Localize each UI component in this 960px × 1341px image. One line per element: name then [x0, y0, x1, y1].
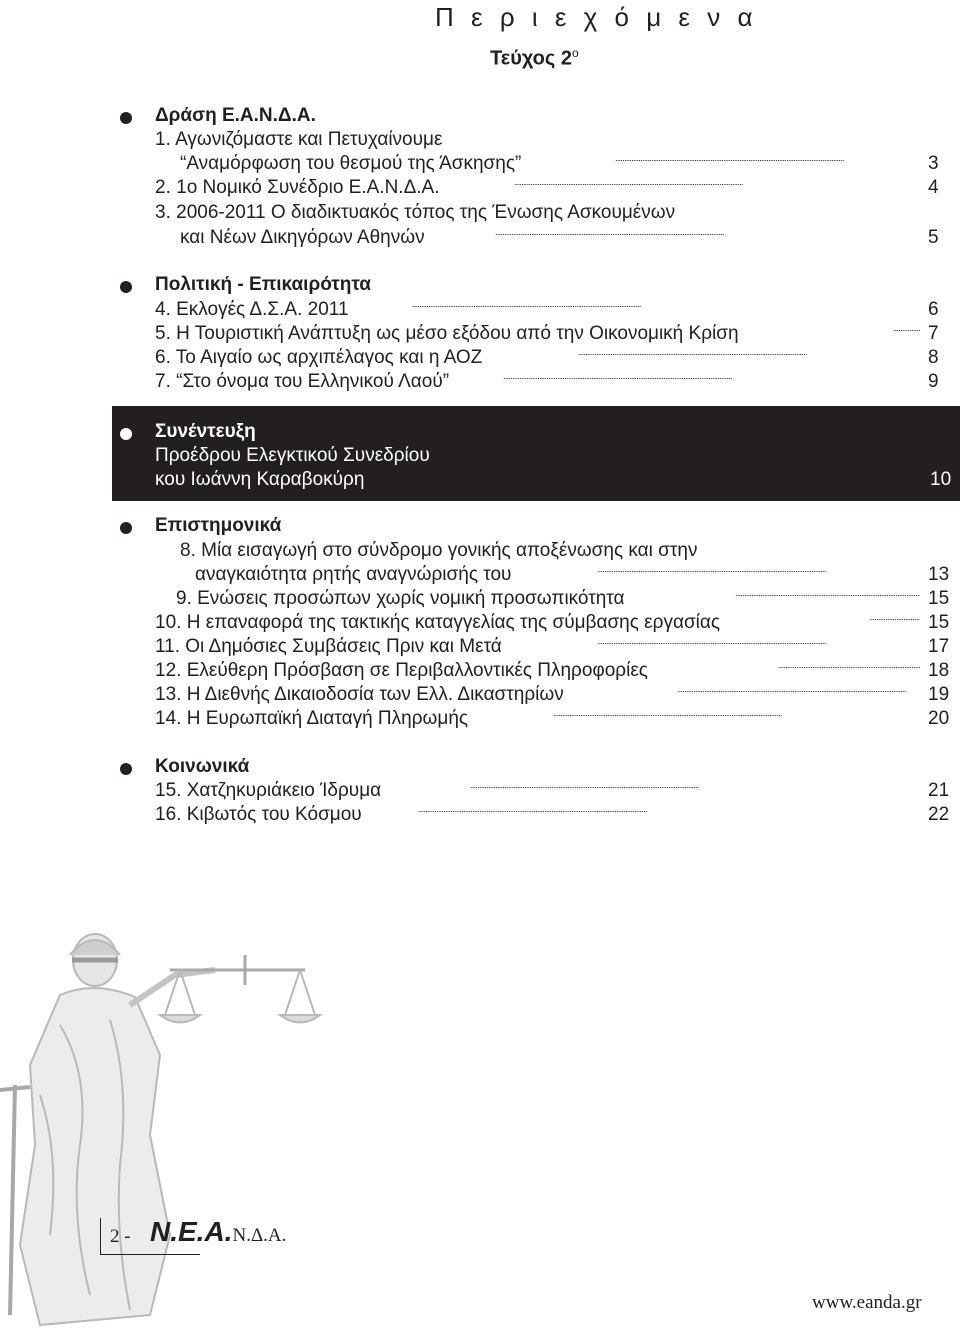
toc-page-number: 9: [928, 371, 939, 392]
section-title-epistimonika: Επιστημονικά: [155, 515, 282, 536]
toc-row-text: 8. Μία εισαγωγή στο σύνδρομο γονικής αποξένωσης και στην: [180, 540, 698, 561]
toc-page-number: 18: [928, 660, 950, 681]
toc-page-number: 15: [928, 612, 950, 633]
toc-leader: [615, 152, 920, 176]
toc-row-text: Προέδρου Ελεγκτικού Συνεδρίου: [155, 445, 430, 466]
toc-row-text: αναγκαιότητα ρητής αναγνώρισής του: [195, 564, 512, 585]
issue-label: Τεύχος $2^o$: [490, 46, 579, 70]
toc-row[interactable]: [0, 659, 960, 683]
section-bullet: [120, 522, 132, 534]
footer-brand: [150, 1216, 286, 1248]
footer-brand-small: Ν.Δ.Α.: [232, 1225, 287, 1246]
section-bullet: [120, 112, 132, 124]
toc-row-text: 6. Το Αιγαίο ως αρχιπέλαγος και η ΑΟΖ: [155, 347, 483, 368]
toc-leader: [778, 659, 920, 683]
toc-leader: [735, 587, 920, 611]
toc-leader: [869, 611, 920, 635]
toc-row[interactable]: [0, 563, 960, 587]
toc-leader: [514, 176, 920, 200]
section-bullet: [120, 428, 132, 440]
footer-horizontal-rule: [100, 1254, 200, 1255]
footer-brand-big: N.E.A.: [150, 1216, 233, 1247]
toc-page-number: 4: [928, 177, 939, 198]
section-title-koinonika: Κοινωνικά: [155, 756, 250, 777]
toc-row-text: και Νέων Δικηγόρων Αθηνών: [180, 227, 425, 248]
section-title-synenteyxi: Συνέντευξη: [155, 421, 256, 442]
toc-leader: [597, 563, 920, 587]
section-bullet: [120, 763, 132, 775]
toc-row[interactable]: [0, 587, 960, 611]
toc-page-number: 6: [928, 299, 939, 320]
toc-row-text: 11. Οι Δημόσιες Συμβάσεις Πριν και Μετά: [155, 636, 502, 657]
toc-row-text: κου Ιωάννη Καραβοκύρη: [155, 469, 365, 490]
toc-row[interactable]: [0, 635, 960, 659]
toc-row[interactable]: [0, 152, 960, 176]
toc-row-text: 4. Εκλογές Δ.Σ.Α. 2011: [155, 299, 349, 320]
toc-row-text: 15. Χατζηκυριάκειο Ίδρυμα: [155, 780, 382, 801]
section-bullet: [120, 281, 132, 293]
toc-leader: [418, 803, 920, 827]
toc-row[interactable]: [0, 370, 960, 394]
toc-page-number: 22: [928, 804, 950, 825]
footer-page-number: 2 -: [110, 1226, 131, 1247]
toc-row[interactable]: [0, 226, 960, 250]
toc-leader: [578, 346, 920, 370]
toc-page-number: 13: [928, 564, 950, 585]
toc-leader: [503, 370, 920, 394]
section-title-drasi: Δράση Ε.Α.Ν.Δ.Α.: [155, 105, 316, 126]
toc-row-text: 5. Η Τουριστική Ανάπτυξη ως μέσο εξόδου από την Οικονομική Κρίση: [155, 323, 739, 344]
toc-row-text: 14. Η Ευρωπαϊκή Διαταγή Πληρωμής: [155, 708, 469, 729]
toc-page-number: 10: [930, 469, 952, 490]
toc-page-number: 17: [928, 636, 950, 657]
toc-page-number: 5: [928, 227, 939, 248]
toc-row-text: 13. Η Διεθνής Δικαιοδοσία των Ελλ. Δικαστηρίων: [155, 684, 564, 705]
toc-page-number: 19: [928, 684, 950, 705]
toc-row-text: 16. Κιβωτός του Κόσμου: [155, 804, 362, 825]
lady-justice-illustration: [0, 915, 330, 1335]
toc-leader: [677, 683, 920, 707]
toc-row[interactable]: [0, 611, 960, 635]
toc-page-number: 21: [928, 780, 950, 801]
toc-leader: [893, 322, 920, 346]
section-title-politiki: Πολιτική - Επικαιρότητα: [155, 274, 371, 295]
toc-row[interactable]: [0, 176, 960, 200]
toc-row[interactable]: [0, 779, 960, 803]
toc-leader: [412, 298, 920, 322]
toc-page-number: 3: [928, 153, 939, 174]
toc-row[interactable]: [0, 707, 960, 731]
toc-row[interactable]: [0, 803, 960, 827]
toc-row-text: 10. Η επαναφορά της τακτικής καταγγελίας της σύμβασης εργασίας: [155, 612, 721, 633]
toc-leader: [553, 707, 920, 731]
page-title: Π ε ρ ι ε χ ό μ ε ν α: [435, 2, 758, 32]
toc-row[interactable]: [0, 683, 960, 707]
toc-row-text: 3. 2006-2011 Ο διαδικτυακός τόπος της Ένωσης Ασκουμένων: [155, 202, 676, 223]
toc-row[interactable]: [0, 128, 960, 152]
toc-leader: [597, 635, 920, 659]
toc-row[interactable]: [0, 539, 960, 563]
toc-row[interactable]: [0, 322, 960, 346]
toc-row[interactable]: [0, 468, 960, 492]
toc-page-number: 15: [928, 588, 950, 609]
toc-row-text: “Αναμόρφωση του θεσμού της Άσκησης”: [180, 153, 522, 174]
footer-vertical-rule: [100, 1218, 101, 1254]
toc-page-number: 7: [928, 323, 939, 344]
toc-row-text: 12. Ελεύθερη Πρόσβαση σε Περιβαλλοντικές Πληροφορίες: [155, 660, 648, 681]
toc-page-number: 8: [928, 347, 939, 368]
toc-row[interactable]: [0, 201, 960, 225]
toc-row-text: 2. 1ο Νομικό Συνέδριο Ε.Α.Ν.Δ.Α.: [155, 177, 440, 198]
toc-row[interactable]: [0, 444, 960, 468]
footer-url[interactable]: www.eanda.gr: [812, 1292, 922, 1313]
toc-leader: [470, 779, 920, 803]
toc-leader: [495, 226, 920, 250]
toc-leader: [418, 468, 914, 492]
toc-row-text: 9. Ενώσεις προσώπων χωρίς νομική προσωπικότητα: [176, 588, 625, 609]
toc-row-text: 7. “Στο όνομα του Ελληνικού Λαού”: [155, 371, 450, 392]
toc-row[interactable]: [0, 346, 960, 370]
toc-row-text: 1. Αγωνιζόμαστε και Πετυχαίνουμε: [155, 129, 443, 150]
toc-page-number: 20: [928, 708, 950, 729]
toc-row[interactable]: [0, 298, 960, 322]
